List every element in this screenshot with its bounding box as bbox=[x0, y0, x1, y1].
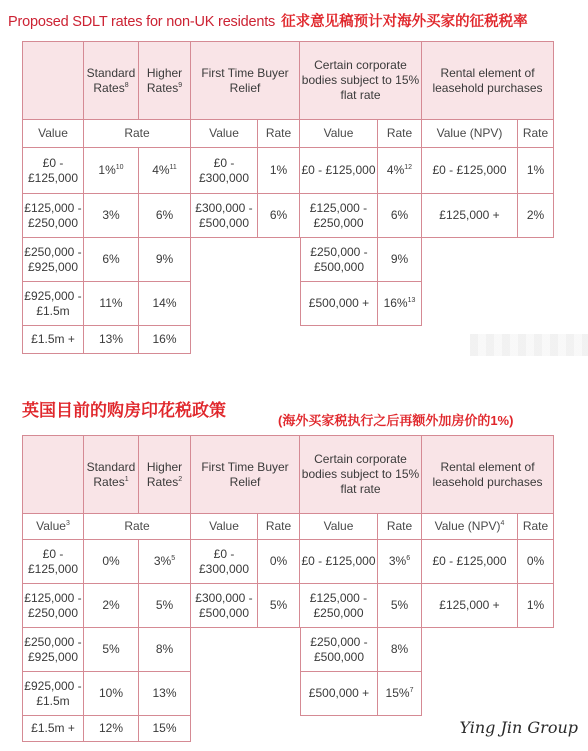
section1-heading bbox=[8, 10, 528, 31]
empty-cell bbox=[378, 326, 422, 354]
header-first-time-buyer: First Time Buyer Relief bbox=[191, 41, 300, 120]
higher-rate-cell: 4%$^{11}$ bbox=[139, 148, 191, 194]
corp-rate-cell: 8% bbox=[378, 628, 422, 672]
ftb-rate-cell: 6% bbox=[258, 194, 300, 238]
empty-cell bbox=[422, 282, 518, 326]
standard-rate-cell: 1%$^{10}$ bbox=[84, 148, 139, 194]
subheader-ftb-rate: Rate bbox=[258, 120, 300, 148]
empty-cell bbox=[191, 238, 258, 282]
standard-rate-cell: 13% bbox=[84, 326, 139, 354]
table-row bbox=[22, 194, 554, 238]
header-empty bbox=[22, 435, 84, 514]
empty-cell bbox=[258, 238, 300, 282]
subheader-rental-rate: Rate bbox=[518, 514, 554, 540]
higher-rate-cell: 14% bbox=[139, 282, 191, 326]
rental-band-cell: £125,000 + bbox=[422, 194, 518, 238]
corp-band-cell: £500,000 + bbox=[300, 672, 378, 716]
table-row bbox=[22, 148, 554, 194]
table-row bbox=[22, 584, 554, 628]
standard-rate-cell: 6% bbox=[84, 238, 139, 282]
subheader-value: Value$^3$ bbox=[22, 514, 84, 540]
empty-cell bbox=[422, 628, 518, 672]
band-cell: £125,000 - £250,000 bbox=[22, 194, 84, 238]
subheader-rental-rate: Rate bbox=[518, 120, 554, 148]
header-rental: Rental element of leasehold purchases bbox=[422, 41, 554, 120]
empty-cell bbox=[300, 716, 378, 742]
corp-band-cell: £0 - £125,000 bbox=[300, 540, 378, 584]
corp-band-cell: £250,000 - £500,000 bbox=[300, 628, 378, 672]
subheader-corp-value: Value bbox=[300, 120, 378, 148]
band-cell: £1.5m + bbox=[22, 326, 84, 354]
empty-cell bbox=[518, 628, 554, 672]
empty-cell bbox=[191, 716, 258, 742]
standard-rate-cell: 5% bbox=[84, 628, 139, 672]
higher-rate-cell: 6% bbox=[139, 194, 191, 238]
table-row bbox=[22, 540, 554, 584]
proposed-rates-table bbox=[22, 41, 554, 354]
standard-rate-cell: 12% bbox=[84, 716, 139, 742]
rental-band-cell: £0 - £125,000 bbox=[422, 148, 518, 194]
standard-rate-cell: 3% bbox=[84, 194, 139, 238]
ftb-band-cell: £300,000 - £500,000 bbox=[191, 584, 258, 628]
rental-rate-cell: 1% bbox=[518, 584, 554, 628]
higher-rate-cell: 16% bbox=[139, 326, 191, 354]
header-higher-rates: Higher Rates$^9$ bbox=[139, 41, 191, 120]
standard-rate-cell: 2% bbox=[84, 584, 139, 628]
corp-rate-cell: 16%$^{13}$ bbox=[378, 282, 422, 326]
section2-note: (海外买家税执行之后再额外加房价的1%) bbox=[278, 413, 514, 428]
header-standard-rates: Standard Rates$^8$ bbox=[84, 41, 139, 120]
watermark-logo: Ying Jin Group bbox=[459, 718, 578, 737]
standard-rate-cell: 0% bbox=[84, 540, 139, 584]
current-rates-table bbox=[22, 435, 554, 742]
header-empty bbox=[22, 41, 84, 120]
rental-band-cell: £0 - £125,000 bbox=[422, 540, 518, 584]
header-corporate: Certain corporate bodies subject to 15% flat rate bbox=[300, 435, 422, 514]
corp-band-cell: £125,000 - £250,000 bbox=[300, 584, 378, 628]
header-standard-rates: Standard Rates$^1$ bbox=[84, 435, 139, 514]
empty-cell bbox=[258, 672, 300, 716]
section2-title: 英国目前的购房印花税政策 bbox=[22, 401, 226, 420]
subheader-rental-value: Value (NPV)$^4$ bbox=[422, 514, 518, 540]
empty-cell bbox=[422, 238, 518, 282]
corp-rate-cell: 15%$^7$ bbox=[378, 672, 422, 716]
corp-rate-cell: 3%$^6$ bbox=[378, 540, 422, 584]
subheader-ftb-value: Value bbox=[191, 120, 258, 148]
corp-band-cell: £500,000 + bbox=[300, 282, 378, 326]
empty-cell bbox=[191, 282, 258, 326]
empty-cell bbox=[258, 282, 300, 326]
ftb-rate-cell: 5% bbox=[258, 584, 300, 628]
empty-cell bbox=[191, 628, 258, 672]
band-cell: £250,000 - £925,000 bbox=[22, 238, 84, 282]
standard-rate-cell: 10% bbox=[84, 672, 139, 716]
standard-rate-cell: 11% bbox=[84, 282, 139, 326]
subheader-corp-value: Value bbox=[300, 514, 378, 540]
band-cell: £1.5m + bbox=[22, 716, 84, 742]
empty-cell bbox=[518, 672, 554, 716]
subheader-ftb-value: Value bbox=[191, 514, 258, 540]
ftb-band-cell: £0 - £300,000 bbox=[191, 148, 258, 194]
section1-title-zh: 征求意见稿预计对海外买家的征税税率 bbox=[281, 14, 528, 30]
rental-rate-cell: 0% bbox=[518, 540, 554, 584]
empty-cell bbox=[258, 716, 300, 742]
blurred-overlay bbox=[470, 334, 588, 356]
subheader-value: Value bbox=[22, 120, 84, 148]
ftb-band-cell: £0 - £300,000 bbox=[191, 540, 258, 584]
empty-cell bbox=[422, 672, 518, 716]
ftb-rate-cell: 1% bbox=[258, 148, 300, 194]
header-corporate: Certain corporate bodies subject to 15% flat rate bbox=[300, 41, 422, 120]
higher-rate-cell: 9% bbox=[139, 238, 191, 282]
header-rental: Rental element of leasehold purchases bbox=[422, 435, 554, 514]
corp-rate-cell: 4%$^{12}$ bbox=[378, 148, 422, 194]
empty-cell bbox=[518, 282, 554, 326]
subheader-corp-rate: Rate bbox=[378, 514, 422, 540]
corp-rate-cell: 5% bbox=[378, 584, 422, 628]
higher-rate-cell: 15% bbox=[139, 716, 191, 742]
subheader-ftb-rate: Rate bbox=[258, 514, 300, 540]
empty-cell bbox=[191, 672, 258, 716]
table-row bbox=[22, 672, 554, 716]
ftb-rate-cell: 0% bbox=[258, 540, 300, 584]
empty-cell bbox=[378, 716, 422, 742]
corp-band-cell: £125,000 - £250,000 bbox=[300, 194, 378, 238]
subheader-corp-rate: Rate bbox=[378, 120, 422, 148]
empty-cell bbox=[518, 238, 554, 282]
empty-cell bbox=[258, 326, 300, 354]
band-cell: £250,000 - £925,000 bbox=[22, 628, 84, 672]
subheader-rate: Rate bbox=[84, 120, 191, 148]
empty-cell bbox=[191, 326, 258, 354]
corp-band-cell: £0 - £125,000 bbox=[300, 148, 378, 194]
band-cell: £0 - £125,000 bbox=[22, 148, 84, 194]
header-first-time-buyer: First Time Buyer Relief bbox=[191, 435, 300, 514]
table-row bbox=[22, 238, 554, 282]
ftb-band-cell: £300,000 - £500,000 bbox=[191, 194, 258, 238]
band-cell: £925,000 - £1.5m bbox=[22, 282, 84, 326]
header-higher-rates: Higher Rates$^2$ bbox=[139, 435, 191, 514]
subheader-rate: Rate bbox=[84, 514, 191, 540]
higher-rate-cell: 5% bbox=[139, 584, 191, 628]
band-cell: £125,000 - £250,000 bbox=[22, 584, 84, 628]
band-cell: £925,000 - £1.5m bbox=[22, 672, 84, 716]
corp-rate-cell: 6% bbox=[378, 194, 422, 238]
rental-band-cell: £125,000 + bbox=[422, 584, 518, 628]
section1-title-en: Proposed SDLT rates for non-UK residents bbox=[8, 14, 276, 30]
table-row bbox=[22, 282, 554, 326]
rental-rate-cell: 2% bbox=[518, 194, 554, 238]
corp-rate-cell: 9% bbox=[378, 238, 422, 282]
corp-band-cell: £250,000 - £500,000 bbox=[300, 238, 378, 282]
table-row bbox=[22, 628, 554, 672]
empty-cell bbox=[258, 628, 300, 672]
empty-cell bbox=[300, 326, 378, 354]
higher-rate-cell: 8% bbox=[139, 628, 191, 672]
band-cell: £0 - £125,000 bbox=[22, 540, 84, 584]
higher-rate-cell: 13% bbox=[139, 672, 191, 716]
higher-rate-cell: 3%$^5$ bbox=[139, 540, 191, 584]
rental-rate-cell: 1% bbox=[518, 148, 554, 194]
subheader-rental-value: Value (NPV) bbox=[422, 120, 518, 148]
